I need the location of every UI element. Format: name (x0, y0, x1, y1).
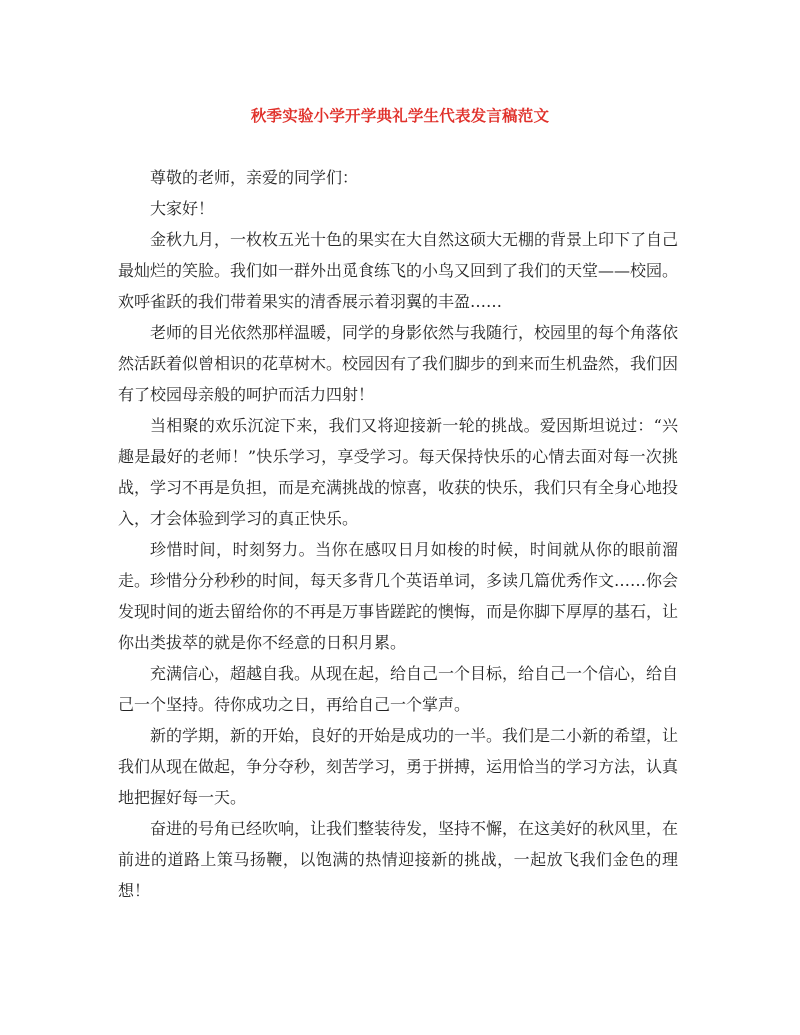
paragraph: 充满信心，超越自我。从现在起，给自己一个目标，给自己一个信心，给自己一个坚持。待你成功之日，再给自己一个掌声。 (118, 664, 679, 714)
paragraph-closing: 奋进的号角已经吹响，让我们整装待发，坚持不懈，在这美好的秋风里，在前进的道路上策马扬鞭，以饱满的热情迎接新的挑战，一起放飞我们金色的理想！ (118, 819, 679, 900)
paragraph: 金秋九月，一枚枚五光十色的果实在大自然这硕大无棚的背景上印下了自己最灿烂的笑脸。我们如一群外出觅食练飞的小鸟又回到了我们的天堂——校园。欢呼雀跃的我们带着果实的清香展示着羽翼的丰盈…… (118, 230, 679, 311)
document-title: 秋季实验小学开学典礼学生代表发言稿范文 (250, 106, 550, 125)
paragraph-salutation: 尊敬的老师，亲爱的同学们： (150, 168, 359, 187)
paragraph: 老师的目光依然那样温暖，同学的身影依然与我随行，校园里的每个角落依然活跃着似曾相识的花草树木。校园因有了我们脚步的到来而生机盎然，我们因有了校园母亲般的呵护而活力四射！ (118, 323, 679, 404)
paragraph: 珍惜时间，时刻努力。当你在感叹日月如梭的时候，时间就从你的眼前溜走。珍惜分分秒秒的时间，每天多背几个英语单词，多读几篇优秀作文……你会发现时间的逝去留给你的不再是万事皆蹉跎的懊悔，而是你脚下厚厚的基石，让你出类拔萃的就是你不经意的日积月累。 (118, 540, 679, 652)
document-body (118, 162, 678, 906)
paragraph-greeting: 大家好！ (150, 199, 215, 218)
paragraph: 新的学期，新的开始，良好的开始是成功的一半。我们是二小新的希望，让我们从现在做起，争分夺秒，刻苦学习，勇于拼搏，运用恰当的学习方法，认真地把握好每一天。 (118, 726, 679, 807)
paragraph: 当相聚的欢乐沉淀下来，我们又将迎接新一轮的挑战。爱因斯坦说过：“兴趣是最好的老师！”快乐学习，享受学习。每天保持快乐的心情去面对每一次挑战，学习不再是负担，而是充满挑战的惊喜，收获的快乐，我们只有全身心地投入，才会体验到学习的真正快乐。 (118, 416, 679, 528)
